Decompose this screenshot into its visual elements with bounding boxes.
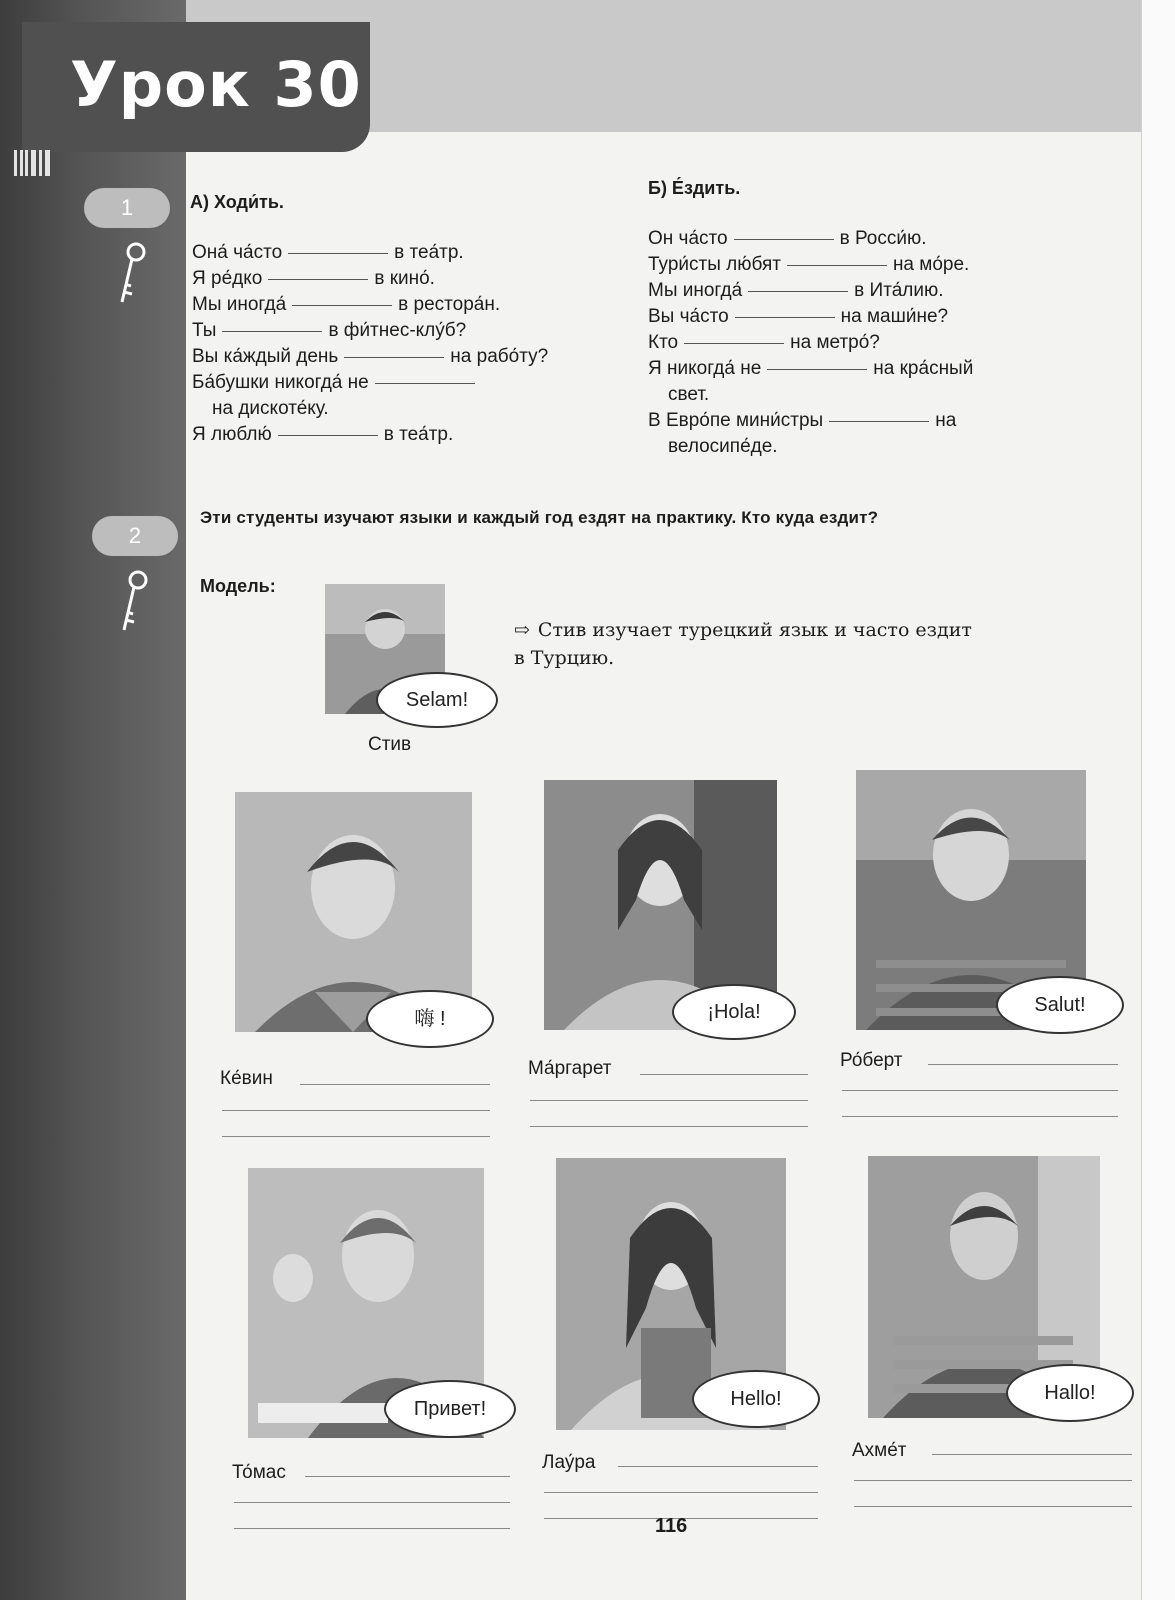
answer-blank[interactable] — [344, 356, 444, 358]
answer-blank[interactable] — [375, 382, 475, 384]
answer-line[interactable] — [530, 1100, 808, 1101]
answer-blank[interactable] — [268, 278, 368, 280]
model-answer: ⇨ Стив изучает турецкий язык и часто ездит в Турцию. — [514, 619, 972, 669]
part-a-line: Я люблю́ в теа́тр. — [192, 424, 454, 445]
answer-line[interactable] — [305, 1476, 510, 1477]
speech-bubble: Hallo! — [1006, 1364, 1134, 1422]
book-spine — [0, 0, 186, 1600]
part-a-line: Я ре́дко в кино́. — [192, 268, 435, 289]
answer-blank[interactable] — [292, 304, 392, 306]
part-a-heading: А) Ходи́ть. — [190, 192, 284, 212]
part-b-line: Тури́сты лю́бят на мо́ре. — [648, 254, 970, 275]
page-edge — [1141, 0, 1175, 1600]
answer-line[interactable] — [234, 1528, 510, 1529]
answer-line[interactable] — [932, 1454, 1132, 1455]
part-b-line: Он ча́сто в Росси́ю. — [648, 228, 927, 249]
part-b-line: велосипе́де. — [668, 436, 778, 457]
part-b-line: Кто на метро́? — [648, 332, 880, 353]
answer-line[interactable] — [854, 1506, 1132, 1507]
answer-line[interactable] — [222, 1110, 490, 1111]
part-b-lines — [648, 226, 1088, 460]
model-name: Стив — [368, 734, 412, 755]
lesson-title: Урок 30 — [70, 48, 362, 121]
part-b-line: Вы ча́сто на маши́не? — [648, 306, 949, 327]
answer-blank[interactable] — [734, 238, 834, 240]
speech-bubble: ¡Hola! — [672, 984, 796, 1040]
speech-bubble: 嗨 ! — [366, 990, 494, 1048]
part-a-line: Ты в фи́тнес-клу́б? — [192, 320, 467, 341]
part-a-line: Вы ка́ждый день на рабо́ту? — [192, 346, 549, 367]
key-icon — [114, 568, 154, 638]
model-label: Модель: — [200, 576, 276, 596]
key-icon — [112, 240, 152, 310]
barcode-stripes — [14, 150, 52, 176]
answer-line[interactable] — [222, 1136, 490, 1137]
answer-line[interactable] — [640, 1074, 808, 1075]
exercise-2-instruction: Эти студенты изучают языки и каждый год ездят на практику. Кто куда ездит? — [200, 508, 879, 527]
answer-line[interactable] — [300, 1084, 490, 1085]
answer-blank[interactable] — [288, 252, 388, 254]
part-b-line: Я никогда́ не на кра́сный — [648, 358, 974, 379]
part-b-line: свет. — [668, 384, 710, 405]
part-a-lines — [192, 240, 622, 448]
answer-line[interactable] — [842, 1116, 1118, 1117]
student-name: Ма́ргарет — [528, 1058, 612, 1079]
speech-bubble: Привет! — [384, 1380, 516, 1438]
exercise-1-badge: 1 — [84, 188, 170, 228]
part-b-line: Мы иногда́ в Ита́лию. — [648, 280, 944, 301]
answer-line[interactable] — [544, 1492, 818, 1493]
speech-bubble: Salut! — [996, 976, 1124, 1034]
student-name: Ке́вин — [220, 1068, 273, 1089]
lesson-title-tab — [22, 22, 370, 152]
answer-line[interactable] — [618, 1466, 818, 1467]
part-a-line: Мы иногда́ в рестора́н. — [192, 294, 501, 315]
speech-bubble: Selam! — [376, 672, 498, 728]
exercise-2-badge: 2 — [92, 516, 178, 556]
answer-blank[interactable] — [684, 342, 784, 344]
part-a-line: Ба́бушки никогда́ не — [192, 370, 622, 396]
part-a-line: на дискоте́ку. — [212, 398, 329, 419]
student-name: Ахме́т — [852, 1440, 907, 1461]
answer-blank[interactable] — [767, 368, 867, 370]
student-name: Ро́берт — [840, 1050, 903, 1071]
answer-blank[interactable] — [748, 290, 848, 292]
student-name: То́мас — [232, 1462, 286, 1483]
part-b-heading: Б) Е́здить. — [648, 178, 741, 198]
answer-blank[interactable] — [787, 264, 887, 266]
page-number: 116 — [655, 1515, 688, 1537]
answer-line[interactable] — [928, 1064, 1118, 1065]
answer-blank[interactable] — [829, 420, 929, 422]
student-name: Лау́ра — [542, 1452, 596, 1473]
answer-line[interactable] — [842, 1090, 1118, 1091]
answer-line[interactable] — [234, 1502, 510, 1503]
part-a-line: Она́ ча́сто в теа́тр. — [192, 242, 464, 263]
answer-blank[interactable] — [735, 316, 835, 318]
answer-line[interactable] — [854, 1480, 1132, 1481]
speech-bubble: Hello! — [692, 1370, 820, 1428]
arrow-icon: ⇨ — [514, 619, 530, 641]
part-b-line: В Евро́пе мини́стры на — [648, 410, 957, 431]
answer-blank[interactable] — [278, 434, 378, 436]
answer-line[interactable] — [530, 1126, 808, 1127]
answer-blank[interactable] — [222, 330, 322, 332]
